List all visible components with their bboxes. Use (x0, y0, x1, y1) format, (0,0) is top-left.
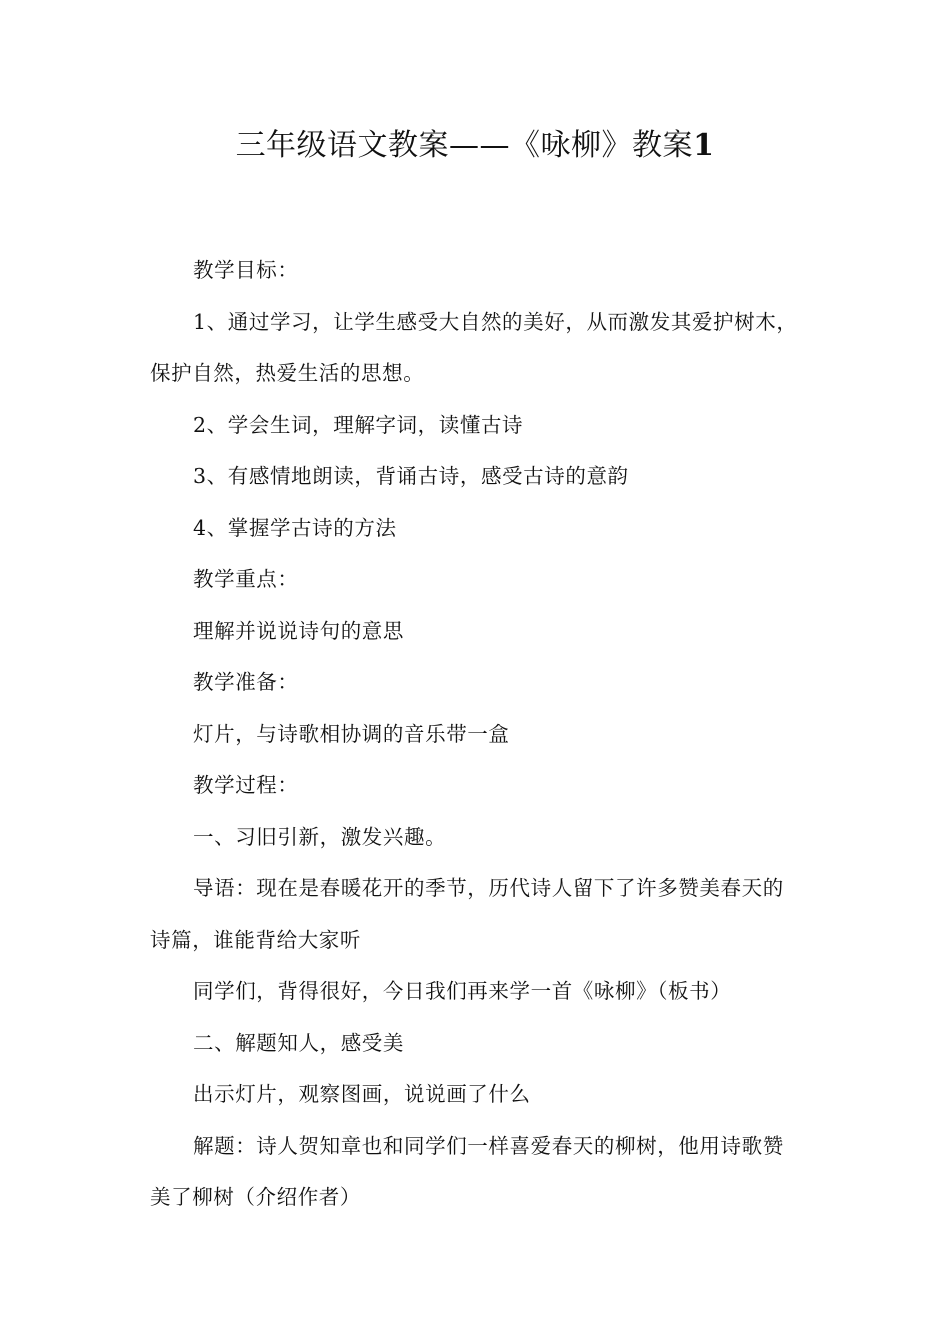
document-body (150, 245, 800, 1224)
document-title-text: 三年级语文教案——《咏柳》教案 (235, 128, 694, 163)
document-title (0, 124, 950, 168)
section-heading-objectives: 教学目标： (193, 258, 299, 282)
process-step-heading: 二、解题知人，感受美 (193, 1030, 404, 1055)
section-heading-key-points: 教学重点： (193, 567, 299, 591)
body-paragraph: 出示灯片，观察图画，说说画了什么 (193, 1082, 531, 1106)
objective-item: 4、掌握学古诗的方法 (193, 515, 397, 540)
document-title-number: 1 (693, 128, 715, 163)
objective-item: 2、学会生词，理解字词，读懂古诗 (193, 412, 524, 437)
body-paragraph: 同学们，背得很好，今日我们再来学一首《咏柳》（板书） (193, 979, 732, 1003)
key-point-text: 理解并说说诗句的意思 (193, 618, 404, 643)
body-paragraph: 解题：诗人贺知章也和同学们一样喜爱春天的柳树，他用诗歌赞美了柳树（介绍作者） (150, 1133, 784, 1209)
section-heading-process: 教学过程： (193, 773, 299, 797)
objective-item: 1、通过学习，让学生感受大自然的美好，从而激发其爱护树木，保护自然，热爱生活的思想。 (150, 309, 798, 385)
process-step-heading: 一、习旧引新，激发兴趣。 (193, 824, 447, 849)
preparation-text: 灯片，与诗歌相协调的音乐带一盒 (193, 721, 510, 746)
body-paragraph: 导语：现在是春暖花开的季节，历代诗人留下了许多赞美春天的诗篇，谁能背给大家听 (150, 876, 784, 952)
objective-item: 3、有感情地朗读，背诵古诗，感受古诗的意韵 (193, 464, 629, 488)
section-heading-preparation: 教学准备： (193, 670, 299, 694)
